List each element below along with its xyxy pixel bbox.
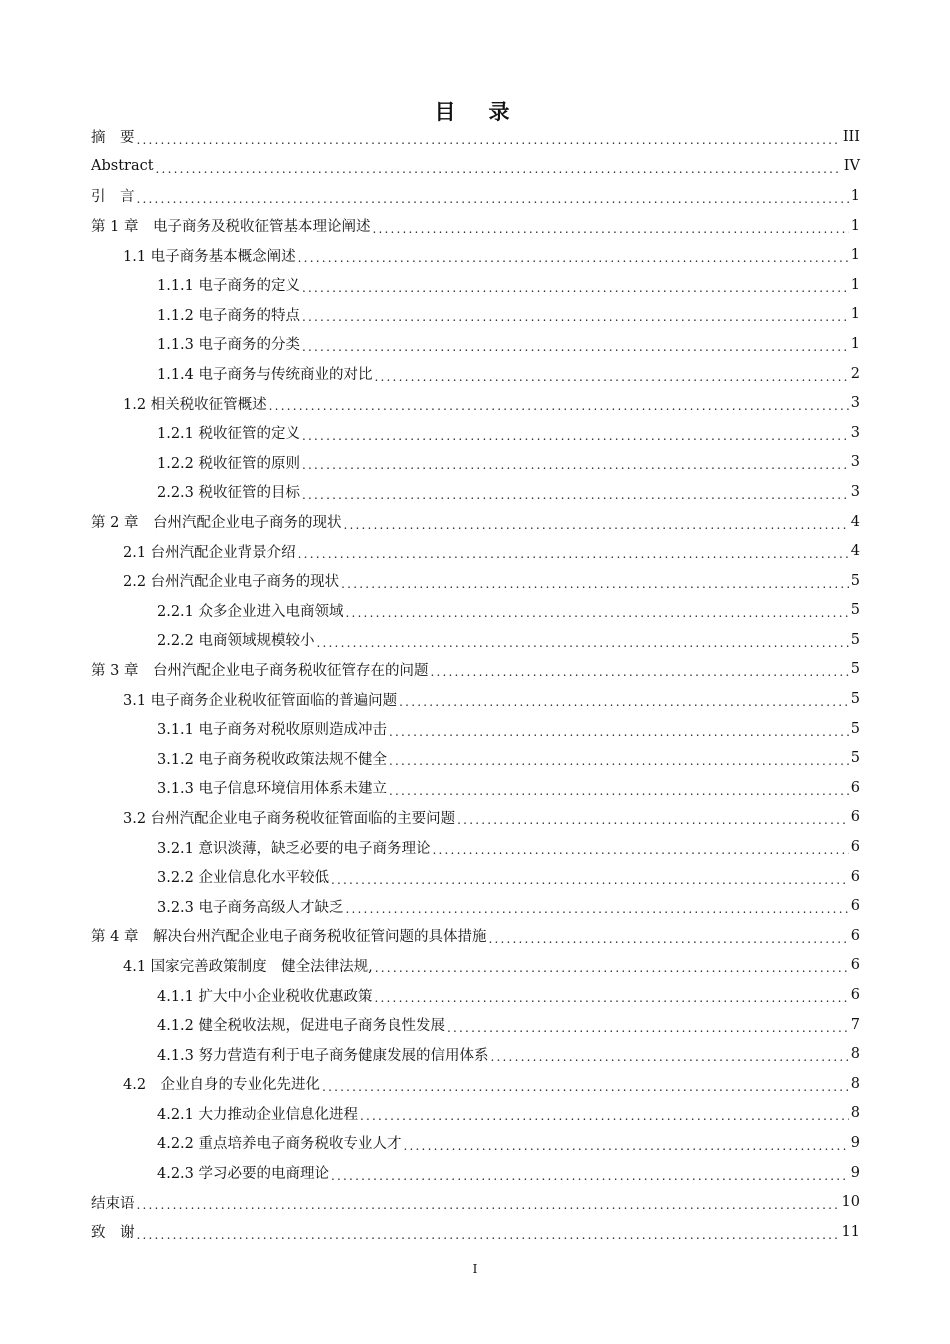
dot-leader (346, 902, 849, 916)
dot-leader (399, 695, 849, 709)
toc-entry[interactable] (91, 211, 860, 241)
dot-leader (375, 370, 849, 384)
toc-entry-label: 4.1.2 健全税收法规，促进电子商务良性发展 (157, 1018, 446, 1035)
dot-leader (302, 458, 849, 472)
toc-entry[interactable] (91, 596, 860, 626)
dot-leader (375, 961, 849, 975)
dot-leader (298, 251, 849, 265)
toc-entry-page: 5 (850, 720, 860, 737)
dot-leader (389, 725, 849, 739)
toc-entry[interactable] (91, 625, 860, 655)
dot-leader (433, 843, 849, 857)
toc-entry[interactable] (91, 359, 860, 389)
dot-leader (375, 991, 849, 1005)
toc-entry-label: 第 4 章 解决台州汽配企业电子商务税收征管问题的具体措施 (91, 929, 487, 946)
toc-entry[interactable] (91, 507, 860, 537)
toc-entry-page: 1 (850, 187, 860, 204)
dot-leader (302, 310, 849, 324)
toc-entry[interactable] (91, 1010, 860, 1040)
toc-entry-label: 1.1 电子商务基本概念阐述 (123, 248, 296, 265)
toc-entry-label: Abstract (91, 158, 154, 175)
toc-entry-page: 1 (850, 247, 860, 264)
toc-entry[interactable] (91, 1128, 860, 1158)
toc-entry[interactable] (91, 1187, 860, 1217)
toc-entry-label: 3.1.1 电子商务对税收原则造成冲击 (157, 722, 388, 739)
toc-entry-label: 引 言 (91, 189, 135, 206)
toc-entry[interactable] (91, 655, 860, 685)
toc-entry-page: 6 (850, 809, 860, 826)
dot-leader (491, 1050, 849, 1064)
toc-entry[interactable] (91, 388, 860, 418)
toc-entry-label: 第 1 章 电子商务及税收征管基本理论阐述 (91, 219, 371, 236)
toc-entry[interactable] (91, 181, 860, 211)
dot-leader (302, 488, 849, 502)
toc-entry-label: 2.1 台州汽配企业背景介绍 (123, 544, 296, 561)
dot-leader (137, 1228, 840, 1242)
toc-entry-label: 2.2.1 众多企业进入电商领域 (157, 603, 344, 620)
toc-entry-page: 1 (850, 276, 860, 293)
toc-entry-page: 9 (850, 1164, 860, 1181)
toc-entry[interactable] (91, 980, 860, 1010)
dot-leader (346, 606, 849, 620)
dot-leader (137, 133, 841, 147)
toc-entry[interactable] (91, 921, 860, 951)
toc-entry[interactable] (91, 773, 860, 803)
dot-leader (430, 665, 848, 679)
toc-entry[interactable] (91, 684, 860, 714)
toc-entry[interactable] (91, 300, 860, 330)
toc-entry[interactable] (91, 951, 860, 981)
toc-entry-page: 5 (850, 750, 860, 767)
toc-entry-page: 4 (850, 513, 860, 530)
toc-entry-label: 4.1.1 扩大中小企业税收优惠政策 (157, 988, 373, 1005)
toc-entry[interactable] (91, 832, 860, 862)
toc-entry-page: 6 (850, 898, 860, 915)
toc-entry-page: 6 (850, 927, 860, 944)
toc-entry[interactable] (91, 1158, 860, 1188)
toc-entry-page: 10 (841, 1194, 860, 1211)
toc-entry-label: 第 3 章 台州汽配企业电子商务税收征管存在的问题 (91, 662, 429, 679)
toc-entry-label: 摘 要 (91, 130, 135, 147)
toc-entry[interactable] (91, 536, 860, 566)
toc-entry-label: 2.2.2 电商领域规模较小 (157, 633, 315, 650)
toc-entry-page: 6 (850, 987, 860, 1004)
dot-leader (302, 281, 849, 295)
dot-leader (372, 222, 848, 236)
toc-entry-page: 3 (850, 483, 860, 500)
toc-entry-label: 1.1.2 电子商务的特点 (157, 307, 301, 324)
dot-leader (341, 577, 849, 591)
toc-entry[interactable] (91, 329, 860, 359)
toc-entry-page: 5 (850, 602, 860, 619)
dot-leader (360, 1109, 849, 1123)
toc-entry-page: 8 (850, 1105, 860, 1122)
toc-entry-page: 4 (850, 543, 860, 560)
table-of-contents (91, 122, 860, 1247)
toc-entry-page: III (842, 128, 860, 145)
dot-leader (331, 873, 849, 887)
dot-leader (488, 932, 848, 946)
toc-entry-label: 1.2.1 税收征管的定义 (157, 426, 301, 443)
toc-entry[interactable] (91, 1069, 860, 1099)
dot-leader (302, 429, 849, 443)
dot-leader (269, 399, 849, 413)
toc-entry-label: 1.2 相关税收征管概述 (123, 396, 267, 413)
toc-entry-page: 5 (850, 631, 860, 648)
dot-leader (137, 1198, 840, 1212)
toc-entry-label: 3.2 台州汽配企业电子商务税收征管面临的主要问题 (123, 810, 456, 827)
dot-leader (389, 784, 849, 798)
toc-entry-page: 2 (850, 365, 860, 382)
toc-entry-label: 1.1.3 电子商务的分类 (157, 337, 301, 354)
toc-entry-page: 7 (850, 1016, 860, 1033)
toc-entry-page: 6 (850, 839, 860, 856)
dot-leader (137, 192, 849, 206)
toc-entry-label: 2.2 台州汽配企业电子商务的现状 (123, 574, 340, 591)
toc-entry-label: 3.2.3 电子商务高级人才缺乏 (157, 899, 344, 916)
toc-entry-label: 3.1.2 电子商务税收政策法规不健全 (157, 751, 388, 768)
toc-entry[interactable] (91, 152, 860, 182)
toc-entry[interactable] (91, 714, 860, 744)
toc-entry[interactable] (91, 891, 860, 921)
toc-entry[interactable] (91, 1099, 860, 1129)
dot-leader (343, 518, 848, 532)
toc-entry-label: 1.1.1 电子商务的定义 (157, 278, 301, 295)
toc-entry-label: 4.1 国家完善政策制度 健全法律法规, (123, 958, 373, 975)
dot-leader (389, 754, 849, 768)
toc-entry-label: 4.1.3 努力营造有利于电子商务健康发展的信用体系 (157, 1047, 489, 1064)
toc-entry-page: 8 (850, 1046, 860, 1063)
toc-entry-label: 致 谢 (91, 1225, 135, 1242)
dot-leader (317, 636, 849, 650)
dot-leader (331, 1169, 849, 1183)
toc-entry-page: 3 (850, 424, 860, 441)
toc-entry[interactable] (91, 477, 860, 507)
toc-entry-page: 5 (850, 691, 860, 708)
toc-entry[interactable] (91, 448, 860, 478)
toc-entry-page: 6 (850, 957, 860, 974)
dot-leader (457, 813, 849, 827)
toc-entry[interactable] (91, 122, 860, 152)
toc-entry-label: 第 2 章 台州汽配企业电子商务的现状 (91, 515, 342, 532)
toc-entry-label: 2.2.3 税收征管的目标 (157, 485, 301, 502)
toc-entry-page: 3 (850, 454, 860, 471)
toc-entry-page: 5 (850, 661, 860, 678)
toc-entry[interactable] (91, 803, 860, 833)
dot-leader (156, 162, 842, 176)
toc-entry-label: 3.2.1 意识淡薄，缺乏必要的电子商务理论 (157, 840, 431, 857)
toc-entry-page: 3 (850, 395, 860, 412)
toc-entry-label: 3.1.3 电子信息环境信用体系未建立 (157, 781, 388, 798)
toc-entry-page: 6 (850, 779, 860, 796)
toc-entry[interactable] (91, 566, 860, 596)
dot-leader (447, 1021, 849, 1035)
toc-entry[interactable] (91, 743, 860, 773)
toc-entry-page: 8 (850, 1075, 860, 1092)
dot-leader (302, 340, 849, 354)
toc-entry-page: 5 (850, 572, 860, 589)
toc-entry-label: 4.2 企业自身的专业化先进化 (123, 1077, 321, 1094)
toc-entry-label: 3.2.2 企业信息化水平较低 (157, 870, 330, 887)
toc-entry-label: 4.2.3 学习必要的电商理论 (157, 1166, 330, 1183)
toc-entry[interactable] (91, 1217, 860, 1247)
toc-entry-page: 1 (850, 217, 860, 234)
toc-entry-page: 1 (850, 306, 860, 323)
toc-entry-label: 1.1.4 电子商务与传统商业的对比 (157, 367, 373, 384)
toc-entry-page: 6 (850, 868, 860, 885)
toc-entry[interactable] (91, 240, 860, 270)
toc-entry[interactable] (91, 1039, 860, 1069)
toc-entry-label: 3.1 电子商务企业税收征管面临的普遍问题 (123, 692, 398, 709)
page-number-footer: I (472, 1262, 478, 1276)
toc-entry-page: 9 (850, 1134, 860, 1151)
page-title: 目 录 (434, 99, 516, 124)
toc-entry-label: 4.2.1 大力推动企业信息化进程 (157, 1106, 359, 1123)
dot-leader (322, 1080, 849, 1094)
toc-entry-page: IV (843, 158, 860, 175)
toc-entry-page: 11 (841, 1223, 860, 1240)
toc-entry-label: 1.2.2 税收征管的原则 (157, 455, 301, 472)
dot-leader (298, 547, 849, 561)
toc-entry[interactable] (91, 418, 860, 448)
dot-leader (404, 1139, 849, 1153)
toc-entry-label: 4.2.2 重点培养电子商务税收专业人才 (157, 1136, 402, 1153)
toc-entry-page: 1 (850, 335, 860, 352)
toc-entry[interactable] (91, 270, 860, 300)
toc-entry[interactable] (91, 862, 860, 892)
toc-entry-label: 结束语 (91, 1195, 135, 1212)
